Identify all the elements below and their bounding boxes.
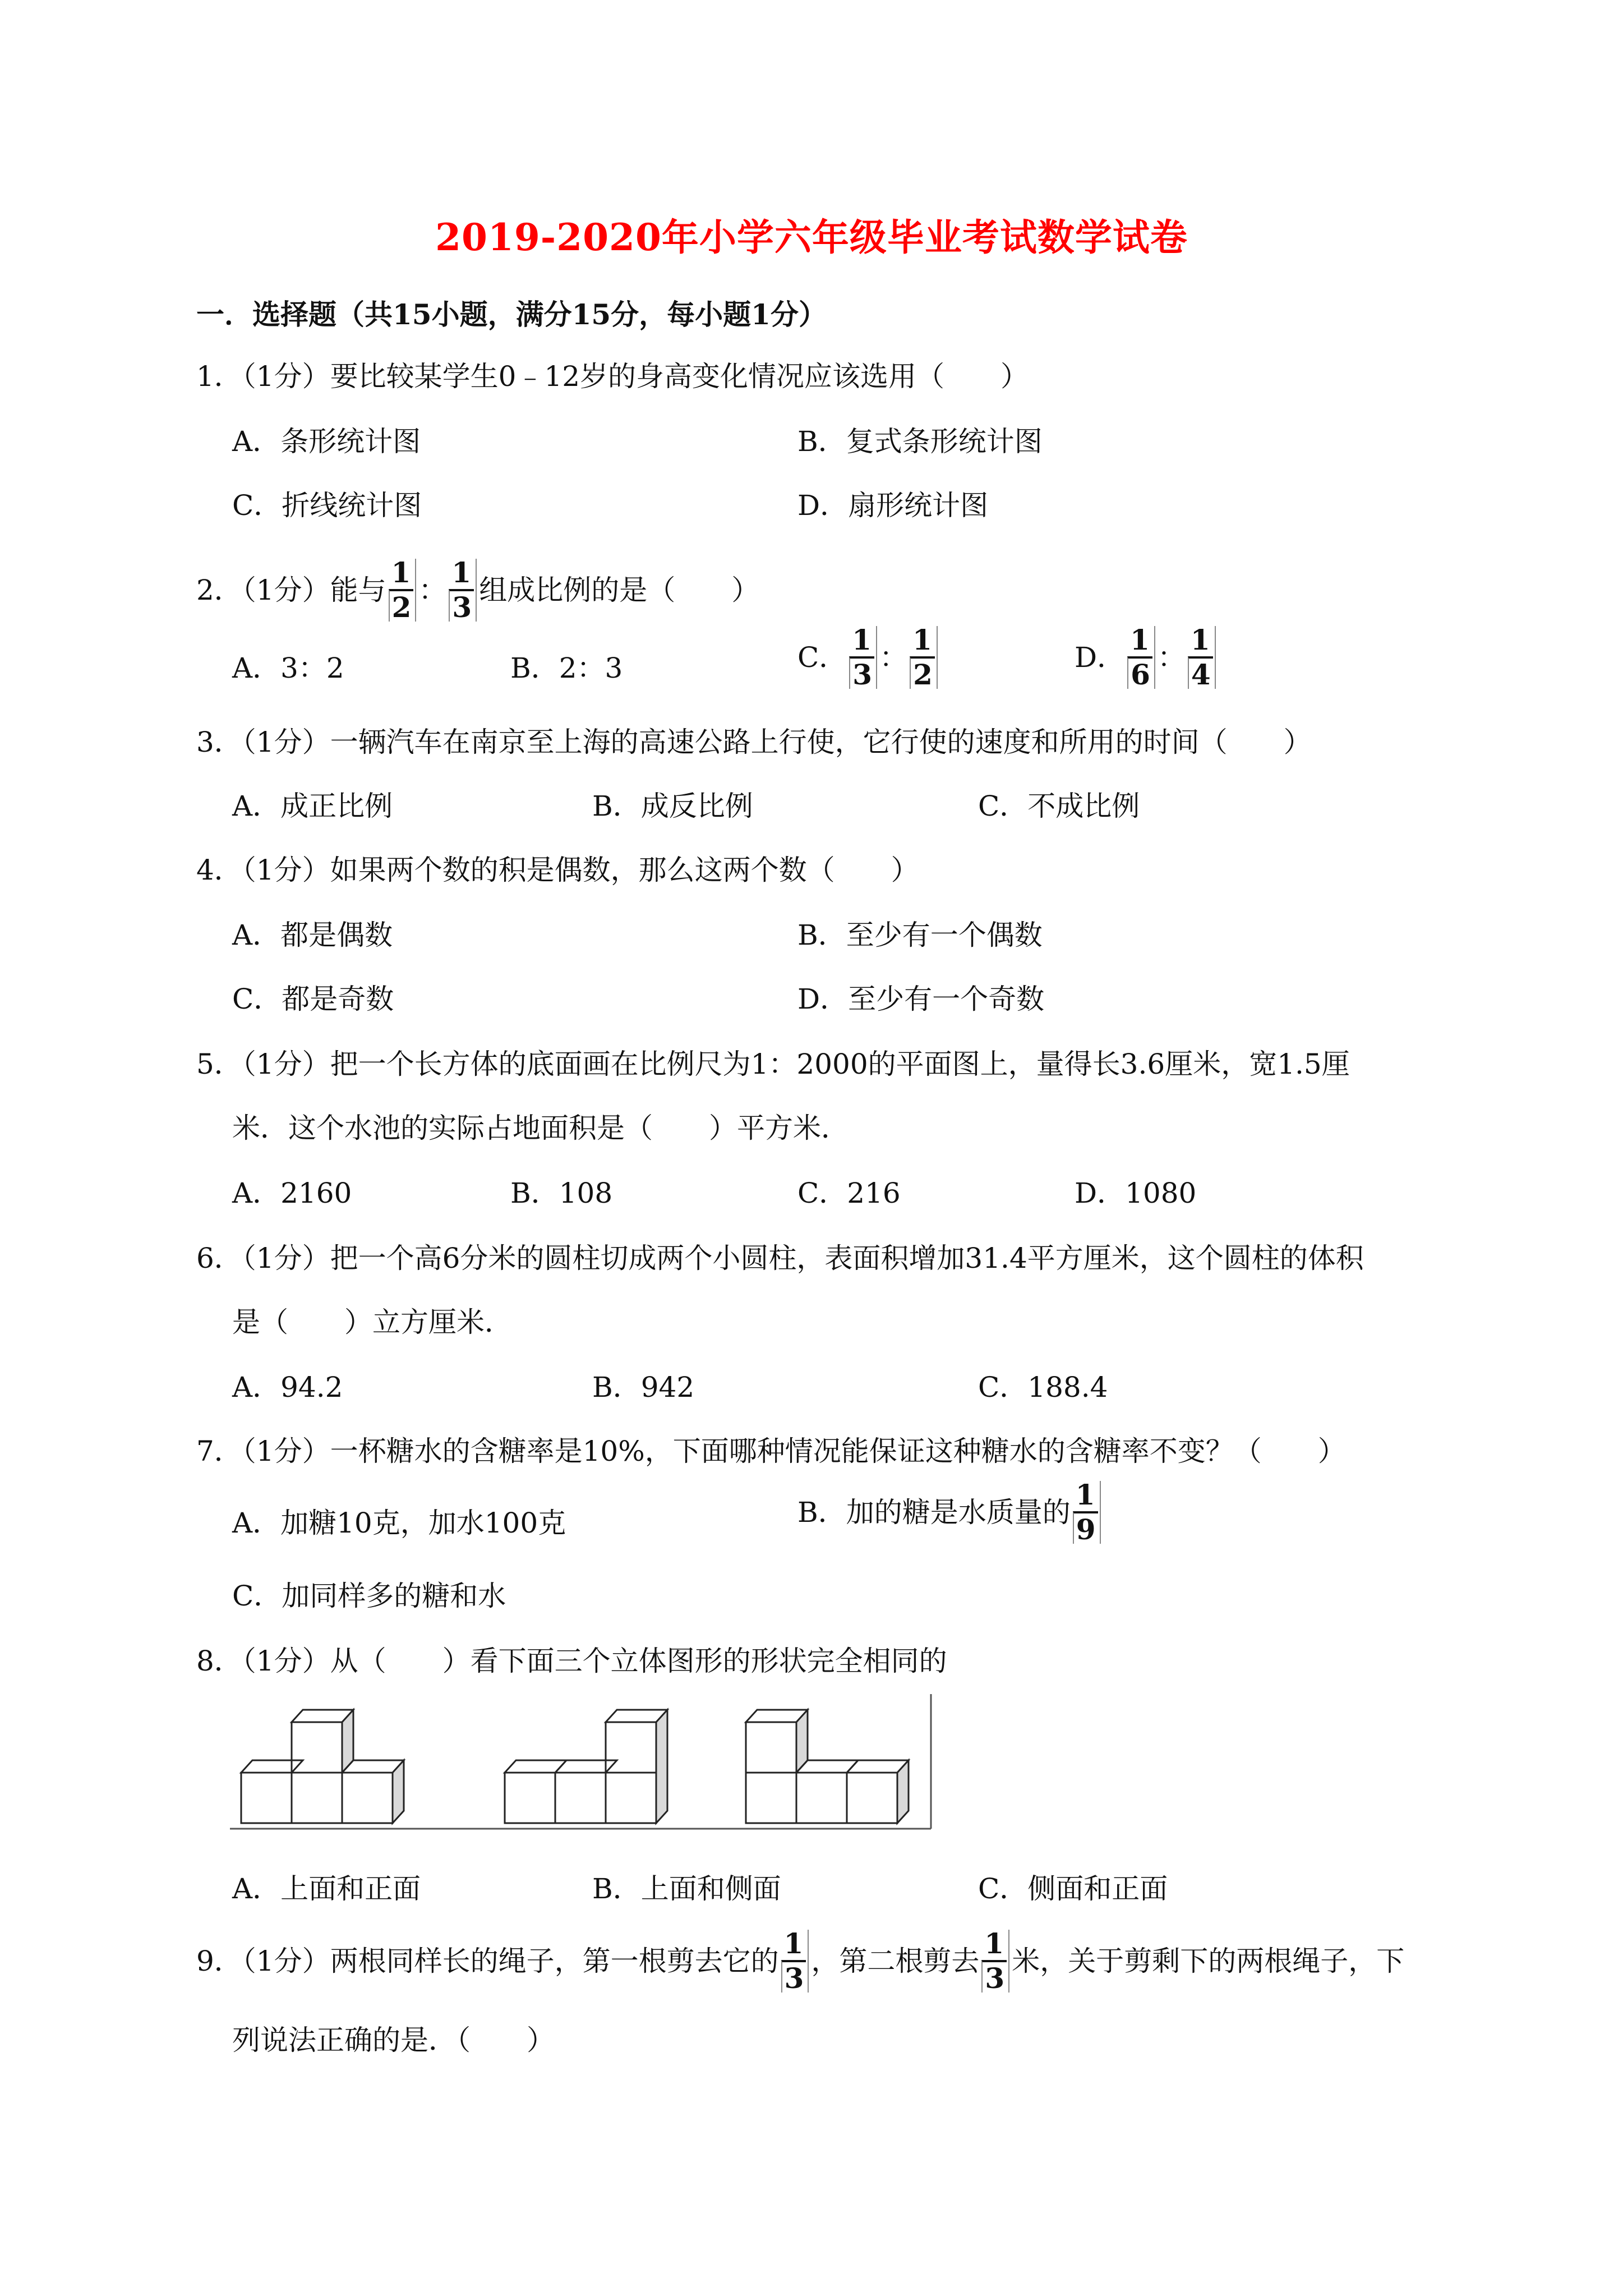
question-4-option-c: C．都是奇数 (232, 983, 394, 1015)
question-6-option-c: C．188.4 (978, 1371, 1108, 1404)
question-6-option-a: A．94.2 (232, 1371, 343, 1404)
fraction: $\frac{1}{3}$ (981, 1930, 1009, 1993)
question-2-option-a: A．3：2 (232, 652, 344, 684)
page-title: 2019-2020年小学六年级毕业考试数学试卷 (435, 215, 1188, 259)
question-1-option-b: B．复式条形统计图 (797, 425, 1043, 458)
question-5-option-b: B．108 (510, 1177, 613, 1209)
fraction: $\frac{1}{3}$ (849, 626, 877, 689)
question-5-option-a: A．2160 (232, 1177, 352, 1209)
question-3-option-a: A．成正比例 (232, 790, 393, 822)
question-4-stem: 4．（1分）如果两个数的积是偶数，那么这两个数（ ） (196, 854, 919, 886)
question-2-option-b: B．2：3 (510, 652, 623, 684)
question-2-option-c: C． $\frac{1}{3}$ ： $\frac{1}{2}$ (797, 626, 940, 689)
question-3-option-b: B．成反比例 (592, 790, 753, 822)
fraction: $\frac{1}{3}$ (449, 559, 477, 622)
question-7-option-a: A．加糖10克，加水100克 (232, 1507, 566, 1539)
cube-figure-3 (746, 1710, 909, 1823)
question-3-option-c: C．不成比例 (978, 790, 1140, 822)
fraction: $\frac{1}{9}$ (1073, 1481, 1101, 1544)
question-1-option-c: C．折线统计图 (232, 489, 422, 522)
fraction: $\frac{1}{2}$ (389, 559, 417, 622)
question-2-stem (196, 556, 760, 624)
question-1-option-d: D．扇形统计图 (797, 489, 989, 522)
question-9-stem-line-1: 9．（1分）两根同样长的绳子，第一根剪去它的 $\frac{1}{3}$ ，第二根剪去 $\frac{1}{3}$ 米，关于剪剩下的两根绳子，下 (196, 1927, 1405, 1995)
cube-figure-1 (241, 1710, 404, 1823)
fraction: $\frac{1}{2}$ (910, 626, 938, 689)
question-5-option-d: D．1080 (1075, 1177, 1197, 1209)
question-1-stem: 1．（1分）要比较某学生0﹣12岁的身高变化情况应该选用（ ） (196, 360, 1029, 393)
question-8-option-c: C．侧面和正面 (978, 1872, 1168, 1905)
question-1-option-a: A．条形统计图 (232, 425, 421, 458)
question-8-stem: 8．（1分）从（ ）看下面三个立体图形的形状完全相同的 (196, 1645, 947, 1677)
fraction: $\frac{1}{6}$ (1127, 626, 1155, 689)
question-7-option-c: C．加同样多的糖和水 (232, 1580, 506, 1612)
question-2-pre: 2．（1分）能与 (196, 574, 386, 606)
question-5-stem-line-1: 5．（1分）把一个长方体的底面画在比例尺为1：2000的平面图上，量得长3.6厘米，宽1.5厘 (196, 1048, 1350, 1080)
fraction: $\frac{1}{4}$ (1188, 626, 1216, 689)
question-7-option-b: B．加的糖是水质量的 $\frac{1}{9}$ (797, 1481, 1103, 1544)
question-8-option-a: A．上面和正面 (232, 1872, 421, 1905)
fraction: $\frac{1}{3}$ (781, 1930, 809, 1993)
question-5-stem-line-2: 米．这个水池的实际占地面积是（ ）平方米． (232, 1112, 849, 1144)
question-5-option-c: C．216 (797, 1177, 901, 1209)
question-8-option-b: B．上面和侧面 (592, 1872, 781, 1905)
question-4-option-a: A．都是偶数 (232, 919, 393, 951)
question-4-option-b: B．至少有一个偶数 (797, 919, 1043, 951)
question-7-stem: 7．（1分）一杯糖水的含糖率是10%，下面哪种情况能保证这种糖水的含糖率不变？（ ） (196, 1435, 1346, 1467)
question-6-stem-line-2: 是（ ）立方厘米． (232, 1306, 513, 1338)
question-6-option-b: B．942 (592, 1371, 695, 1404)
section-heading: 一．选择题（共15小题，满分15分，每小题1分） (196, 298, 827, 331)
colon: ： (418, 574, 447, 606)
question-9-stem-line-2: 列说法正确的是．（ ） (232, 2024, 555, 2056)
question-6-stem-line-1: 6．（1分）把一个高6分米的圆柱切成两个小圆柱，表面积增加31.4平方厘米，这个圆柱的体积 (196, 1242, 1364, 1274)
question-3-stem: 3．（1分）一辆汽车在南京至上海的高速公路上行使，它行使的速度和所用的时间（ ） (196, 726, 1312, 758)
question-2-post: 组成比例的是（ ） (479, 574, 760, 606)
cube-figures (230, 1694, 948, 1840)
cube-figure-2 (505, 1710, 667, 1823)
question-4-option-d: D．至少有一个奇数 (797, 983, 1045, 1015)
question-2-option-d: D． $\frac{1}{6}$ ： $\frac{1}{4}$ (1075, 626, 1218, 689)
